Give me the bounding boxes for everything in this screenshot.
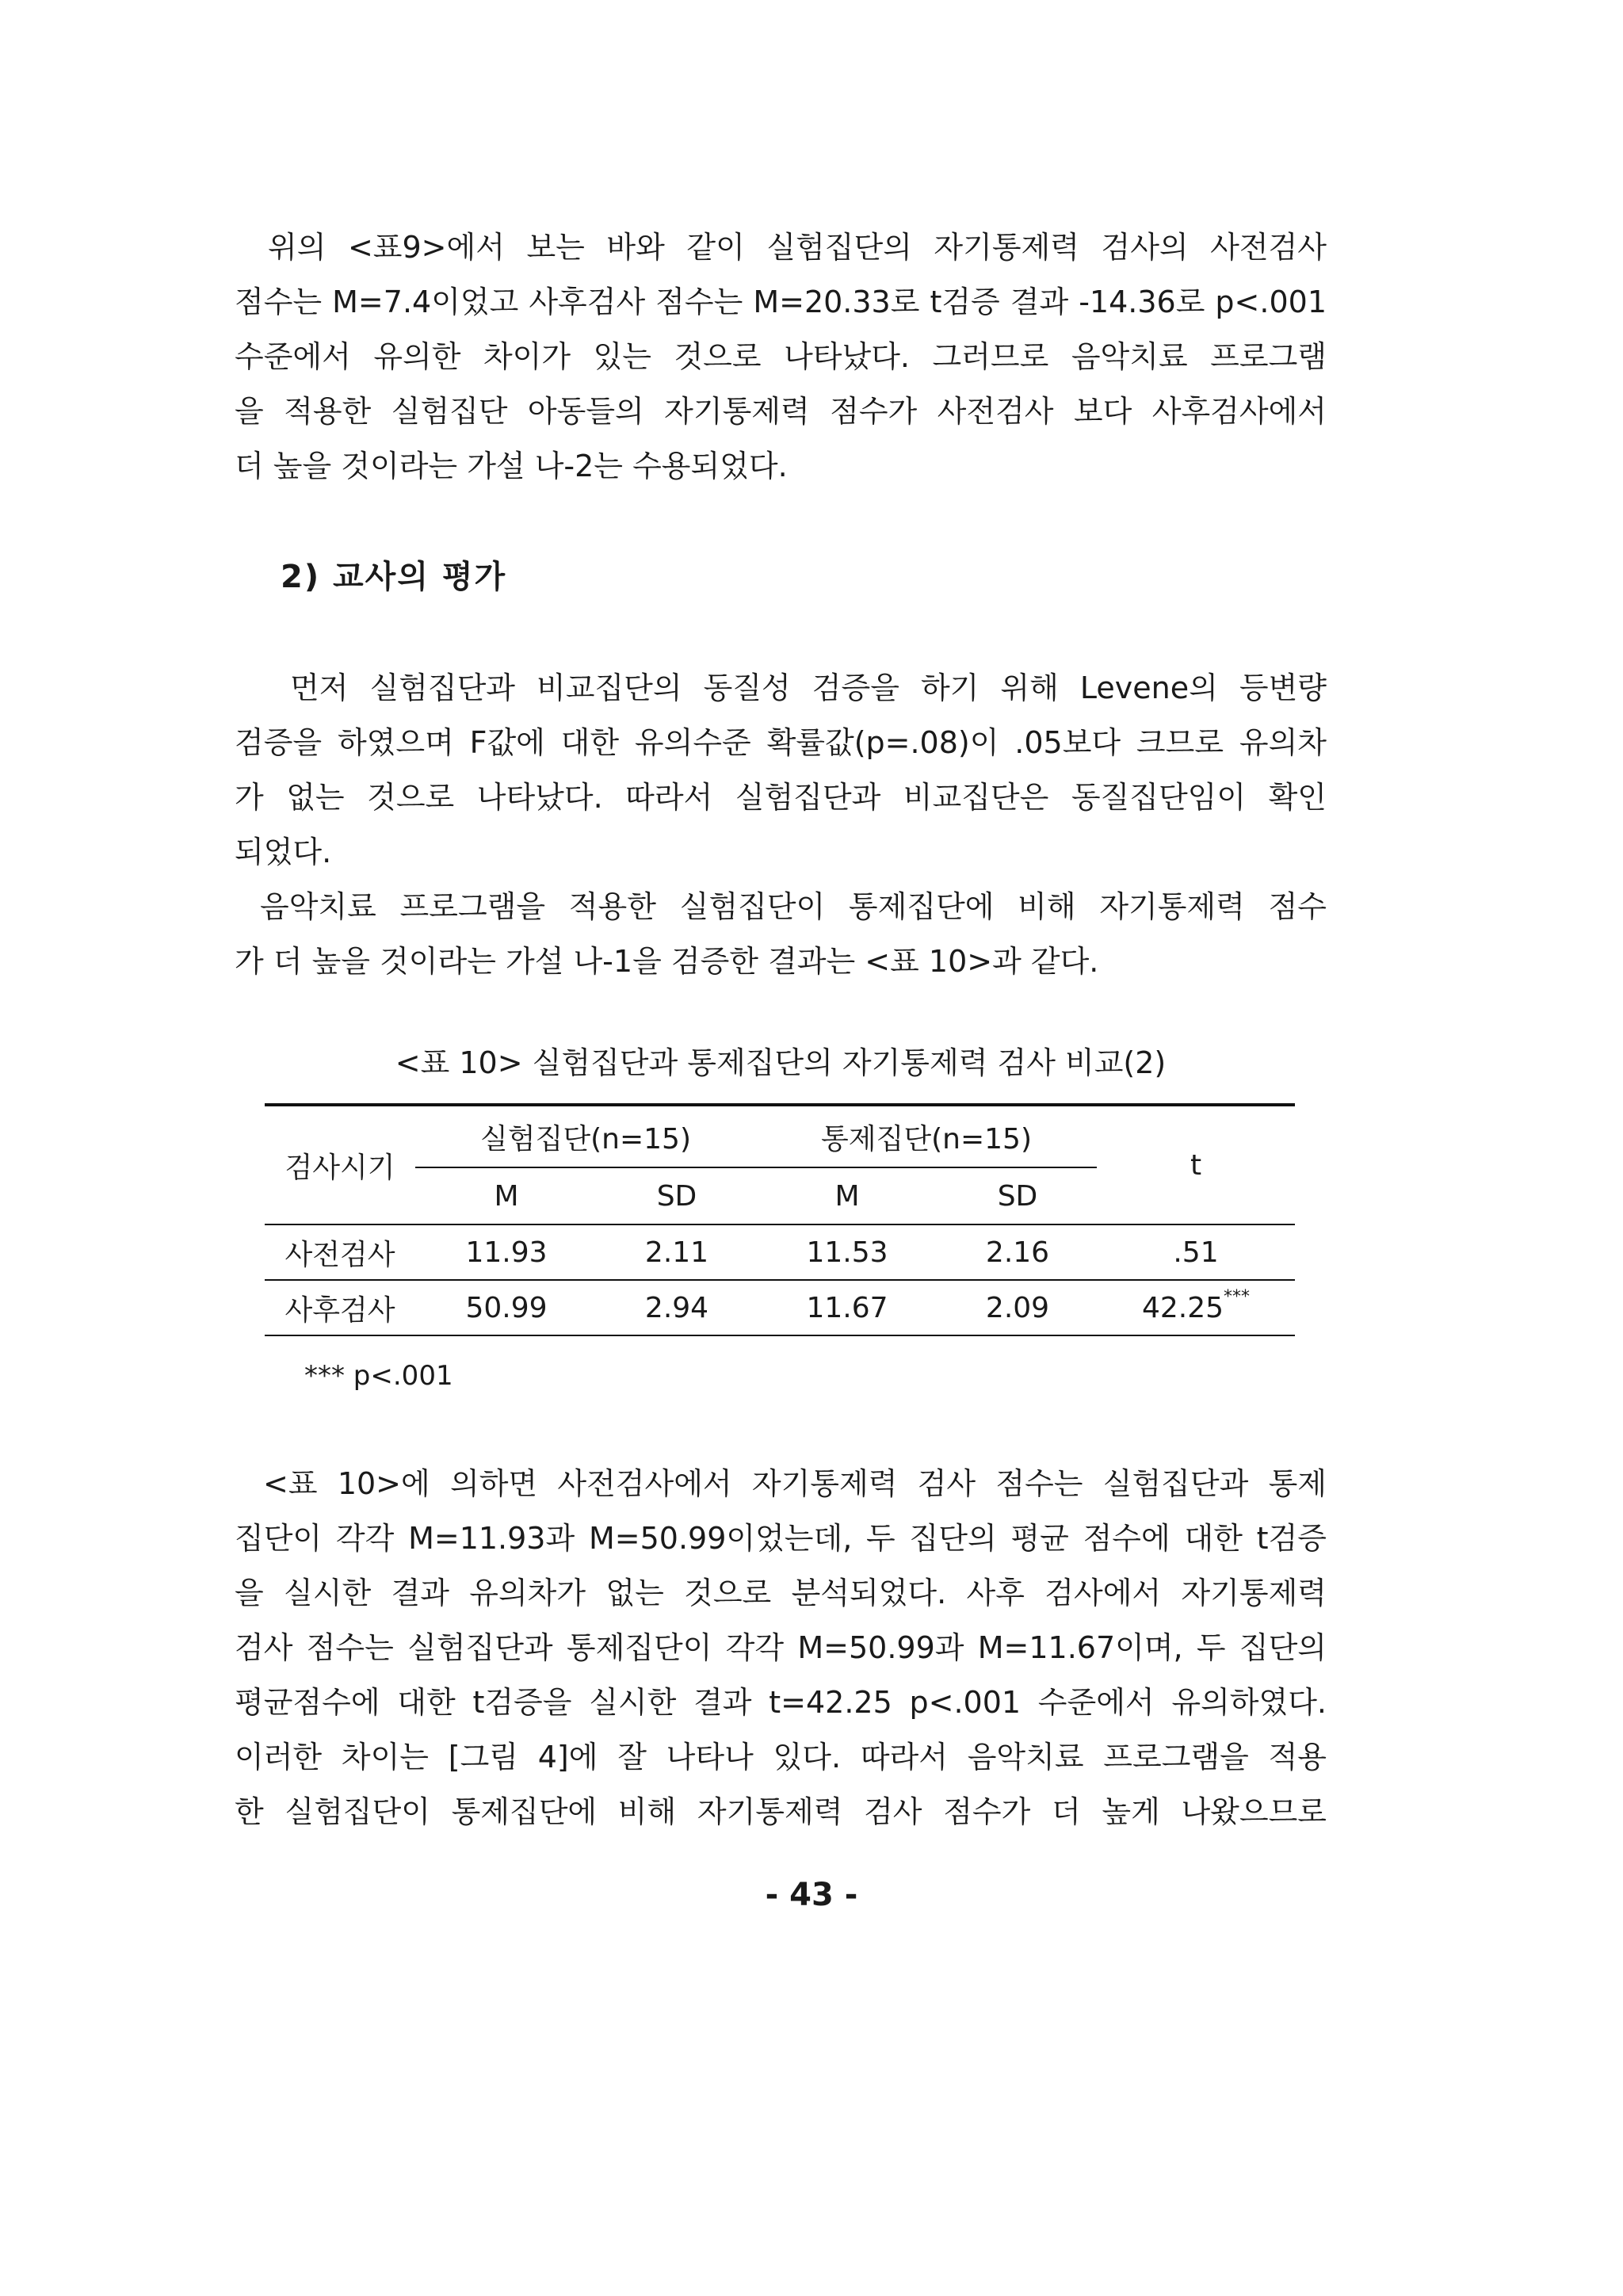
header-t: t [1190,1148,1202,1182]
section-heading: 2) 교사의 평가 [281,559,507,595]
text-line: 검사 점수는 실험집단과 통제집단이 각각 M=50.99과 M=11.67이며, 두 집단의 [235,1630,1327,1665]
cell-sd-experimental: 2.94 [598,1280,756,1335]
page-number: - 43 - [765,1877,858,1913]
t-value: 42.25 [1141,1291,1224,1324]
text-line: 더 높을 것이라는 가설 나-2는 수용되었다. [235,449,788,483]
paragraph-1 [235,220,1327,494]
text-line: 집단이 각각 M=11.93과 M=50.99이었는데, 두 집단의 평균 점수에 대한 t검증 [235,1521,1327,1556]
header-sd-experimental: SD [598,1167,756,1224]
t-value: .51 [1173,1236,1219,1269]
header-group-experimental: 실험집단(n=15) [480,1122,691,1156]
cell-m-control: 11.53 [756,1224,938,1280]
text-line: <표 10>에 의하면 사전검사에서 자기통제력 검사 점수는 실험집단과 통제 [263,1466,1327,1501]
table-row [265,1280,1295,1335]
header-group-control: 통제집단(n=15) [821,1122,1032,1156]
paragraph-4 [235,1457,1327,1839]
text-line: 위의 <표9>에서 보는 바와 같이 실험집단의 자기통제력 검사의 사전검사 [268,230,1327,265]
significance-marker: *** [1224,1286,1251,1307]
cell-t [1097,1280,1295,1335]
cell-t [1097,1224,1295,1280]
text-line: 을 실시한 결과 유의차가 없는 것으로 분석되었다. 사후 검사에서 자기통제력 [235,1576,1327,1610]
header-sd-control: SD [938,1167,1097,1224]
text-line: 가 없는 것으로 나타났다. 따라서 실험집단과 비교집단은 동질집단임이 확인 [235,780,1327,815]
paragraph-2 [235,661,1327,880]
text-line: 한 실험집단이 통제집단에 비해 자기통제력 검사 점수가 더 높게 나왔으므로 [235,1794,1327,1829]
table-caption: <표 10> 실험집단과 통제집단의 자기통제력 검사 비교(2) [395,1045,1167,1080]
cell-sd-experimental: 2.11 [598,1224,756,1280]
text-line: 되었다. [235,835,332,869]
paragraph-3 [235,880,1327,989]
header-m-experimental: M [415,1167,598,1224]
cell-m-experimental: 50.99 [415,1280,598,1335]
results-table [265,1103,1295,1336]
cell-sd-control: 2.16 [938,1224,1097,1280]
text-line: 검증을 하였으며 F값에 대한 유의수준 확률값(p=.08)이 .05보다 크므로 유의차 [235,725,1327,760]
cell-sd-control: 2.09 [938,1280,1097,1335]
table-row [265,1224,1295,1280]
text-line: 점수는 M=7.4이었고 사후검사 점수는 M=20.33로 t검증 결과 -14.36로 p<.001 [235,285,1327,319]
text-line: 가 더 높을 것이라는 가설 나-1을 검증한 결과는 <표 10>과 같다. [235,944,1099,979]
text-line: 음악치료 프로그램을 적용한 실험집단이 통제집단에 비해 자기통제력 점수 [260,889,1327,924]
text-line: 수준에서 유의한 차이가 있는 것으로 나타났다. 그러므로 음악치료 프로그램 [235,339,1327,374]
cell-m-experimental: 11.93 [415,1224,598,1280]
header-m-control: M [756,1167,938,1224]
cell-period: 사전검사 [265,1224,415,1280]
text-line: 이러한 차이는 [그림 4]에 잘 나타나 있다. 따라서 음악치료 프로그램을 적용 [235,1740,1327,1775]
header-period: 검사시기 [285,1151,395,1184]
text-line: 먼저 실험집단과 비교집단의 동질성 검증을 하기 위해 Levene의 등변량 [290,670,1327,705]
text-line: 평균점수에 대한 t검증을 실시한 결과 t=42.25 p<.001 수준에서 유의하였다. [235,1685,1327,1720]
text-line: 을 적용한 실험집단 아동들의 자기통제력 점수가 사전검사 보다 사후검사에서 [235,394,1327,429]
cell-period: 사후검사 [265,1280,415,1335]
cell-m-control: 11.67 [756,1280,938,1335]
table-note: *** p<.001 [304,1360,453,1392]
